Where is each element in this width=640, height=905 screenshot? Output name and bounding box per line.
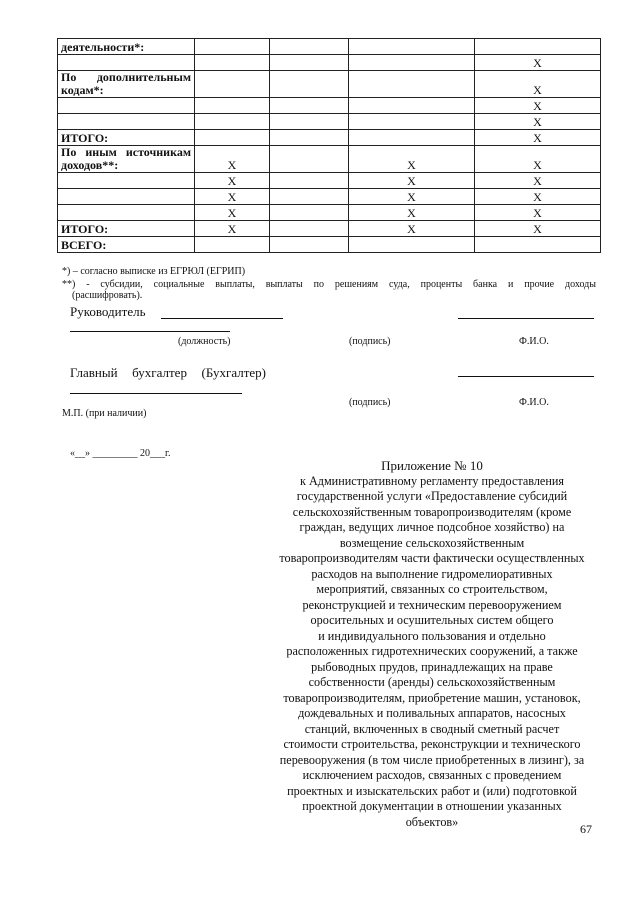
table-cell <box>270 114 349 130</box>
table-cell <box>270 237 349 253</box>
appendix-line: товаропроизводителям части фактически осуществленных <box>279 551 585 565</box>
table-cell <box>270 55 349 71</box>
row-label: ВСЕГО: <box>58 237 195 253</box>
accountant-name-line <box>458 376 594 377</box>
table-cell <box>349 130 475 146</box>
row-label: По иным источникам доходов**: <box>58 146 195 173</box>
appendix-line: станций, включенных в сводный сметный расчет <box>304 721 560 736</box>
table-cell <box>195 114 270 130</box>
table-row <box>58 55 601 71</box>
table-cell <box>195 71 270 98</box>
table-cell <box>270 39 349 55</box>
table-row <box>58 71 601 98</box>
row-label <box>58 173 195 189</box>
row-label <box>58 98 195 114</box>
table-cell <box>270 205 349 221</box>
appendix-line: собственности (аренды) сельскохозяйственным <box>308 675 556 689</box>
appendix-line: мероприятий, связанных со строительством, <box>316 582 548 596</box>
signature-caption-2: (подпись) <box>349 397 391 408</box>
head-signature-line <box>161 318 283 319</box>
table-cell: Х <box>195 189 270 205</box>
table-cell: Х <box>349 221 475 237</box>
appendix-line: и индивидуального пользования и отдельно <box>318 628 546 643</box>
table-cell <box>349 114 475 130</box>
accountant-label: Главный бухгалтер (Бухгалтер) <box>70 365 266 380</box>
table-row <box>58 173 601 189</box>
table-cell <box>195 55 270 71</box>
table-cell: Х <box>195 146 270 173</box>
row-label <box>58 189 195 205</box>
appendix-line: возмещение сельскохозяйственным <box>339 535 525 550</box>
footnote-1: *) – согласно выписке из ЕГРЮЛ (ЕГРИП) <box>62 266 246 277</box>
head-name-line <box>458 318 594 319</box>
page-number: 67 <box>580 822 592 836</box>
appendix-line: проектной документации в отношении указанных <box>302 799 562 813</box>
table-row <box>58 39 601 55</box>
appendix-line: дождевальных и поливальных аппаратов, насосных <box>298 706 566 720</box>
table-cell <box>270 146 349 173</box>
appendix-line: исключением расходов, связанных с проведением <box>302 768 562 782</box>
table-cell: Х <box>475 71 601 98</box>
position-caption: (должность) <box>178 336 231 347</box>
appendix-line: проектных и изыскательских работ и (или) подготовкой <box>287 783 577 798</box>
footnote-2-line-2: (расшифровать). <box>72 290 143 301</box>
table-cell <box>270 71 349 98</box>
appendix-block <box>262 458 602 830</box>
row-label: деятельности*: <box>58 39 195 55</box>
appendix-line: к Административному регламенту предоставления <box>300 473 564 488</box>
table-cell: Х <box>349 173 475 189</box>
name-caption: Ф.И.О. <box>519 336 549 347</box>
appendix-line: сельскохозяйственным товаропроизводителям (кроме <box>292 504 572 519</box>
row-label: ИТОГО: <box>58 130 195 146</box>
table-cell <box>270 98 349 114</box>
row-label <box>58 205 195 221</box>
table-cell: Х <box>475 221 601 237</box>
appendix-title: Приложение № 10 <box>381 458 483 473</box>
appendix-line: перевооружения (в том числе приобретенных в лизинг), за <box>279 752 585 767</box>
table-cell: Х <box>475 173 601 189</box>
table-cell <box>349 39 475 55</box>
table-cell: Х <box>475 189 601 205</box>
financial-table <box>57 38 601 253</box>
appendix-line: граждан, ведущих личное подсобное хозяйство) на <box>299 520 565 534</box>
table-row <box>58 114 601 130</box>
appendix-text <box>262 474 602 831</box>
footnote-2-line-1: **) - субсидии, социальные выплаты, выплаты по решениям суда, проценты банка и прочие доходы <box>62 279 596 290</box>
table-cell: Х <box>195 173 270 189</box>
position-line <box>70 331 230 332</box>
table-cell <box>270 221 349 237</box>
table-cell: Х <box>475 146 601 173</box>
row-label: ИТОГО: <box>58 221 195 237</box>
appendix-line: оросительных и осушительных систем общего <box>310 613 554 627</box>
row-label: По дополнительным кодам*: <box>58 71 195 98</box>
table-cell <box>195 98 270 114</box>
table-row <box>58 205 601 221</box>
appendix-line: объектов» <box>405 814 459 829</box>
table-cell <box>195 237 270 253</box>
table-cell: Х <box>475 55 601 71</box>
date-line: «__» _________ 20___г. <box>70 448 171 459</box>
name-caption-2: Ф.И.О. <box>519 397 549 408</box>
head-label: Руководитель <box>70 304 146 319</box>
table-row <box>58 237 601 253</box>
stamp-note: М.П. (при наличии) <box>62 408 147 419</box>
appendix-line: расположенных гидротехнических сооружений, а также <box>286 644 578 658</box>
table-cell: Х <box>475 98 601 114</box>
accountant-position-line <box>70 393 242 394</box>
row-label <box>58 114 195 130</box>
appendix-line: государственной услуги «Предоставление субсидий <box>296 489 568 503</box>
appendix-line: товаропроизводителям, приобретение машин, установок, <box>283 690 581 705</box>
table-cell: Х <box>349 205 475 221</box>
appendix-line: стоимости строительства, реконструкции и технического <box>283 737 581 751</box>
table-cell <box>270 189 349 205</box>
table-row <box>58 98 601 114</box>
table-row <box>58 130 601 146</box>
table-row <box>58 221 601 237</box>
table-cell <box>270 173 349 189</box>
table-body <box>58 39 601 253</box>
table-cell <box>349 71 475 98</box>
appendix-line: расходов на выполнение гидромелиоративных <box>311 566 553 581</box>
table-cell <box>349 237 475 253</box>
table-cell: Х <box>475 114 601 130</box>
signature-caption: (подпись) <box>349 336 391 347</box>
table-row <box>58 146 601 173</box>
table-cell <box>195 39 270 55</box>
table-cell <box>475 237 601 253</box>
appendix-line: реконструкцией и техническим перевооружением <box>302 597 562 612</box>
table-row <box>58 189 601 205</box>
table-cell <box>349 55 475 71</box>
table-cell <box>475 39 601 55</box>
table-cell <box>195 130 270 146</box>
table-cell: Х <box>475 205 601 221</box>
table-cell <box>349 98 475 114</box>
table-cell: Х <box>195 221 270 237</box>
row-label <box>58 55 195 71</box>
appendix-line: рыбоводных прудов, принадлежащих на праве <box>311 659 553 674</box>
table-cell: Х <box>349 146 475 173</box>
table-cell: Х <box>349 189 475 205</box>
table-cell <box>270 130 349 146</box>
table-cell: Х <box>195 205 270 221</box>
table-cell: Х <box>475 130 601 146</box>
